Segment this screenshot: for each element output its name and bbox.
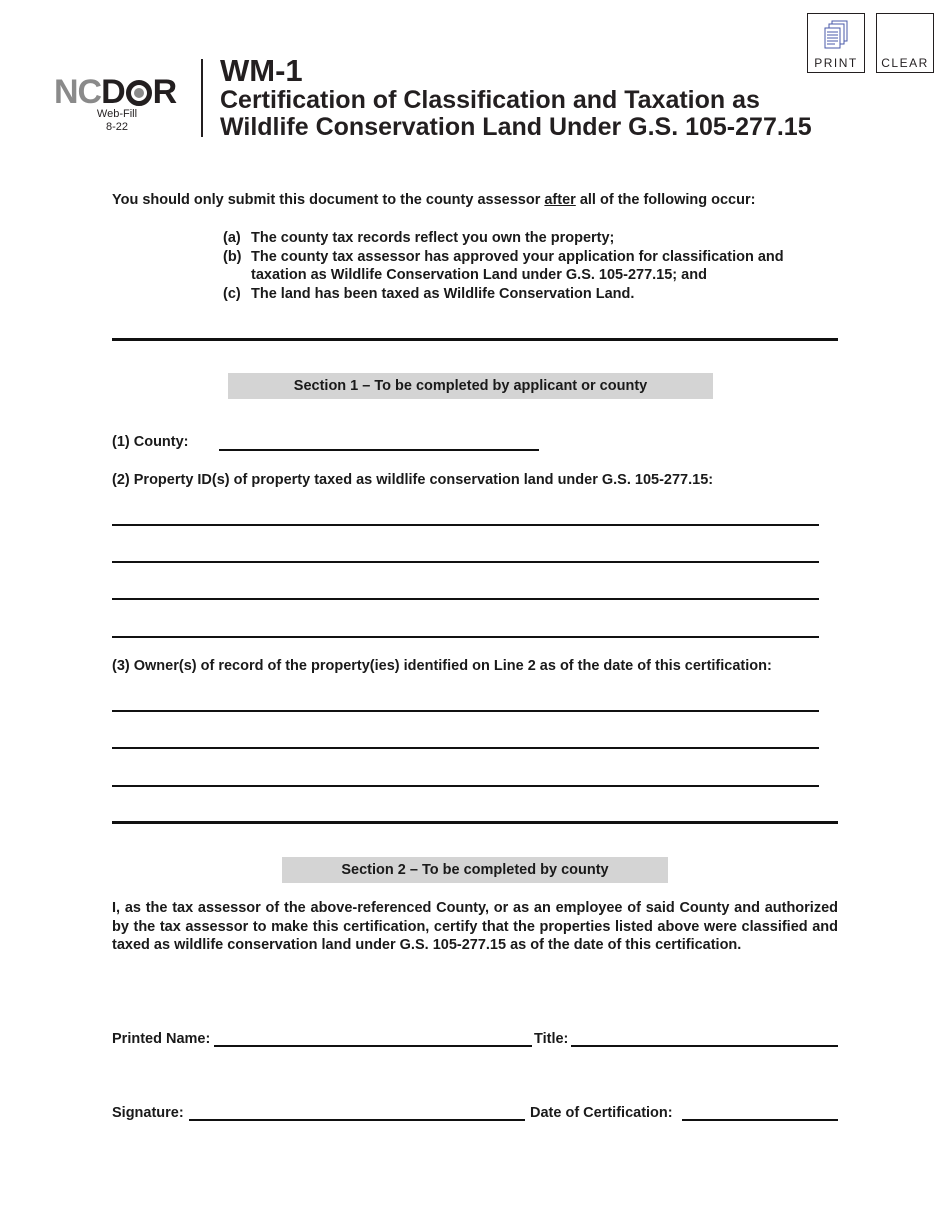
list-item	[223, 229, 843, 248]
owner-input-3[interactable]	[112, 767, 823, 787]
property-id-input-4[interactable]	[112, 618, 823, 638]
owner-label: (3) Owner(s) of record of the property(ies) identified on Line 2 as of the date of this certification:	[112, 658, 772, 674]
property-id-input-1[interactable]	[112, 506, 823, 526]
condition-text: The land has been taxed as Wildlife Conservation Land.	[251, 285, 635, 302]
signature-label: Signature:	[112, 1105, 184, 1121]
owner-underline	[112, 710, 819, 712]
condition-text: The county tax records reflect you own the property;	[251, 230, 615, 246]
form-title-line2: Wildlife Conservation Land Under G.S. 105-277.15	[220, 113, 812, 141]
form-id: WM-1	[220, 53, 303, 88]
property-id-input-2[interactable]	[112, 543, 823, 563]
form-title	[220, 87, 900, 141]
logo-o-icon	[126, 80, 152, 106]
ncdor-logo	[54, 72, 180, 112]
version-label: 8-22	[105, 121, 129, 133]
print-icon	[823, 20, 849, 50]
print-button[interactable]	[807, 13, 865, 73]
condition-letter: (a)	[223, 230, 241, 246]
signature-underline	[189, 1119, 525, 1121]
property-id-underline	[112, 524, 819, 526]
form-title-line1: Certification of Classification and Taxation as	[220, 86, 760, 114]
title-label: Title:	[534, 1031, 569, 1047]
title-underline	[571, 1045, 838, 1047]
list-item	[223, 248, 843, 285]
print-button-label: PRINT	[814, 56, 858, 70]
property-id-label: (2) Property ID(s) of property taxed as wildlife conservation land under G.S. 105-277.15:	[112, 472, 714, 488]
condition-text: The county tax assessor has approved your application for classification and taxation as Wildlife Conservation Land under G.S. 105-277.15; and	[251, 248, 784, 283]
owner-input-2[interactable]	[112, 729, 823, 749]
intro-emphasis: after	[544, 192, 576, 208]
county-label: (1) County:	[112, 434, 189, 450]
logo-nc-text: NC	[54, 73, 102, 111]
intro-text	[112, 191, 755, 209]
section-divider	[112, 338, 838, 341]
certification-text: I, as the tax assessor of the above-referenced County, or as an employee of said County and authorized by the tax assessor to make this certification, certify that the properties listed above were classified and taxed as wildlife conservation land under G.S. 105-277.15 as of the date of this certification.	[112, 900, 838, 953]
clear-button[interactable]	[876, 13, 934, 73]
list-item	[223, 285, 843, 304]
date-label: Date of Certification:	[530, 1105, 673, 1121]
section1-heading: Section 1 – To be completed by applicant or county	[228, 373, 713, 399]
owner-underline	[112, 747, 819, 749]
property-id-input-3[interactable]	[112, 580, 823, 600]
header-divider	[201, 59, 203, 137]
date-underline	[682, 1119, 838, 1121]
section2-heading: Section 2 – To be completed by county	[282, 857, 668, 883]
owner-underline	[112, 785, 819, 787]
condition-letter: (c)	[223, 285, 241, 302]
logo-d-text: D	[101, 73, 125, 111]
owner-input-1[interactable]	[112, 692, 823, 712]
web-fill-label: Web-Fill	[96, 108, 138, 120]
printed-name-underline	[214, 1045, 532, 1047]
conditions-list	[223, 229, 843, 303]
intro-after: all of the following occur:	[575, 192, 756, 208]
county-underline	[219, 449, 539, 451]
property-id-underline	[112, 598, 819, 600]
form-version-note	[92, 108, 142, 134]
condition-letter: (b)	[223, 248, 242, 265]
section-divider	[112, 821, 838, 824]
clear-button-label: CLEAR	[881, 56, 929, 70]
property-id-underline	[112, 636, 819, 638]
property-id-underline	[112, 561, 819, 563]
printed-name-label: Printed Name:	[112, 1031, 211, 1047]
logo-r-text: R	[152, 73, 177, 111]
intro-before: You should only submit this document to the county assessor	[112, 192, 545, 208]
